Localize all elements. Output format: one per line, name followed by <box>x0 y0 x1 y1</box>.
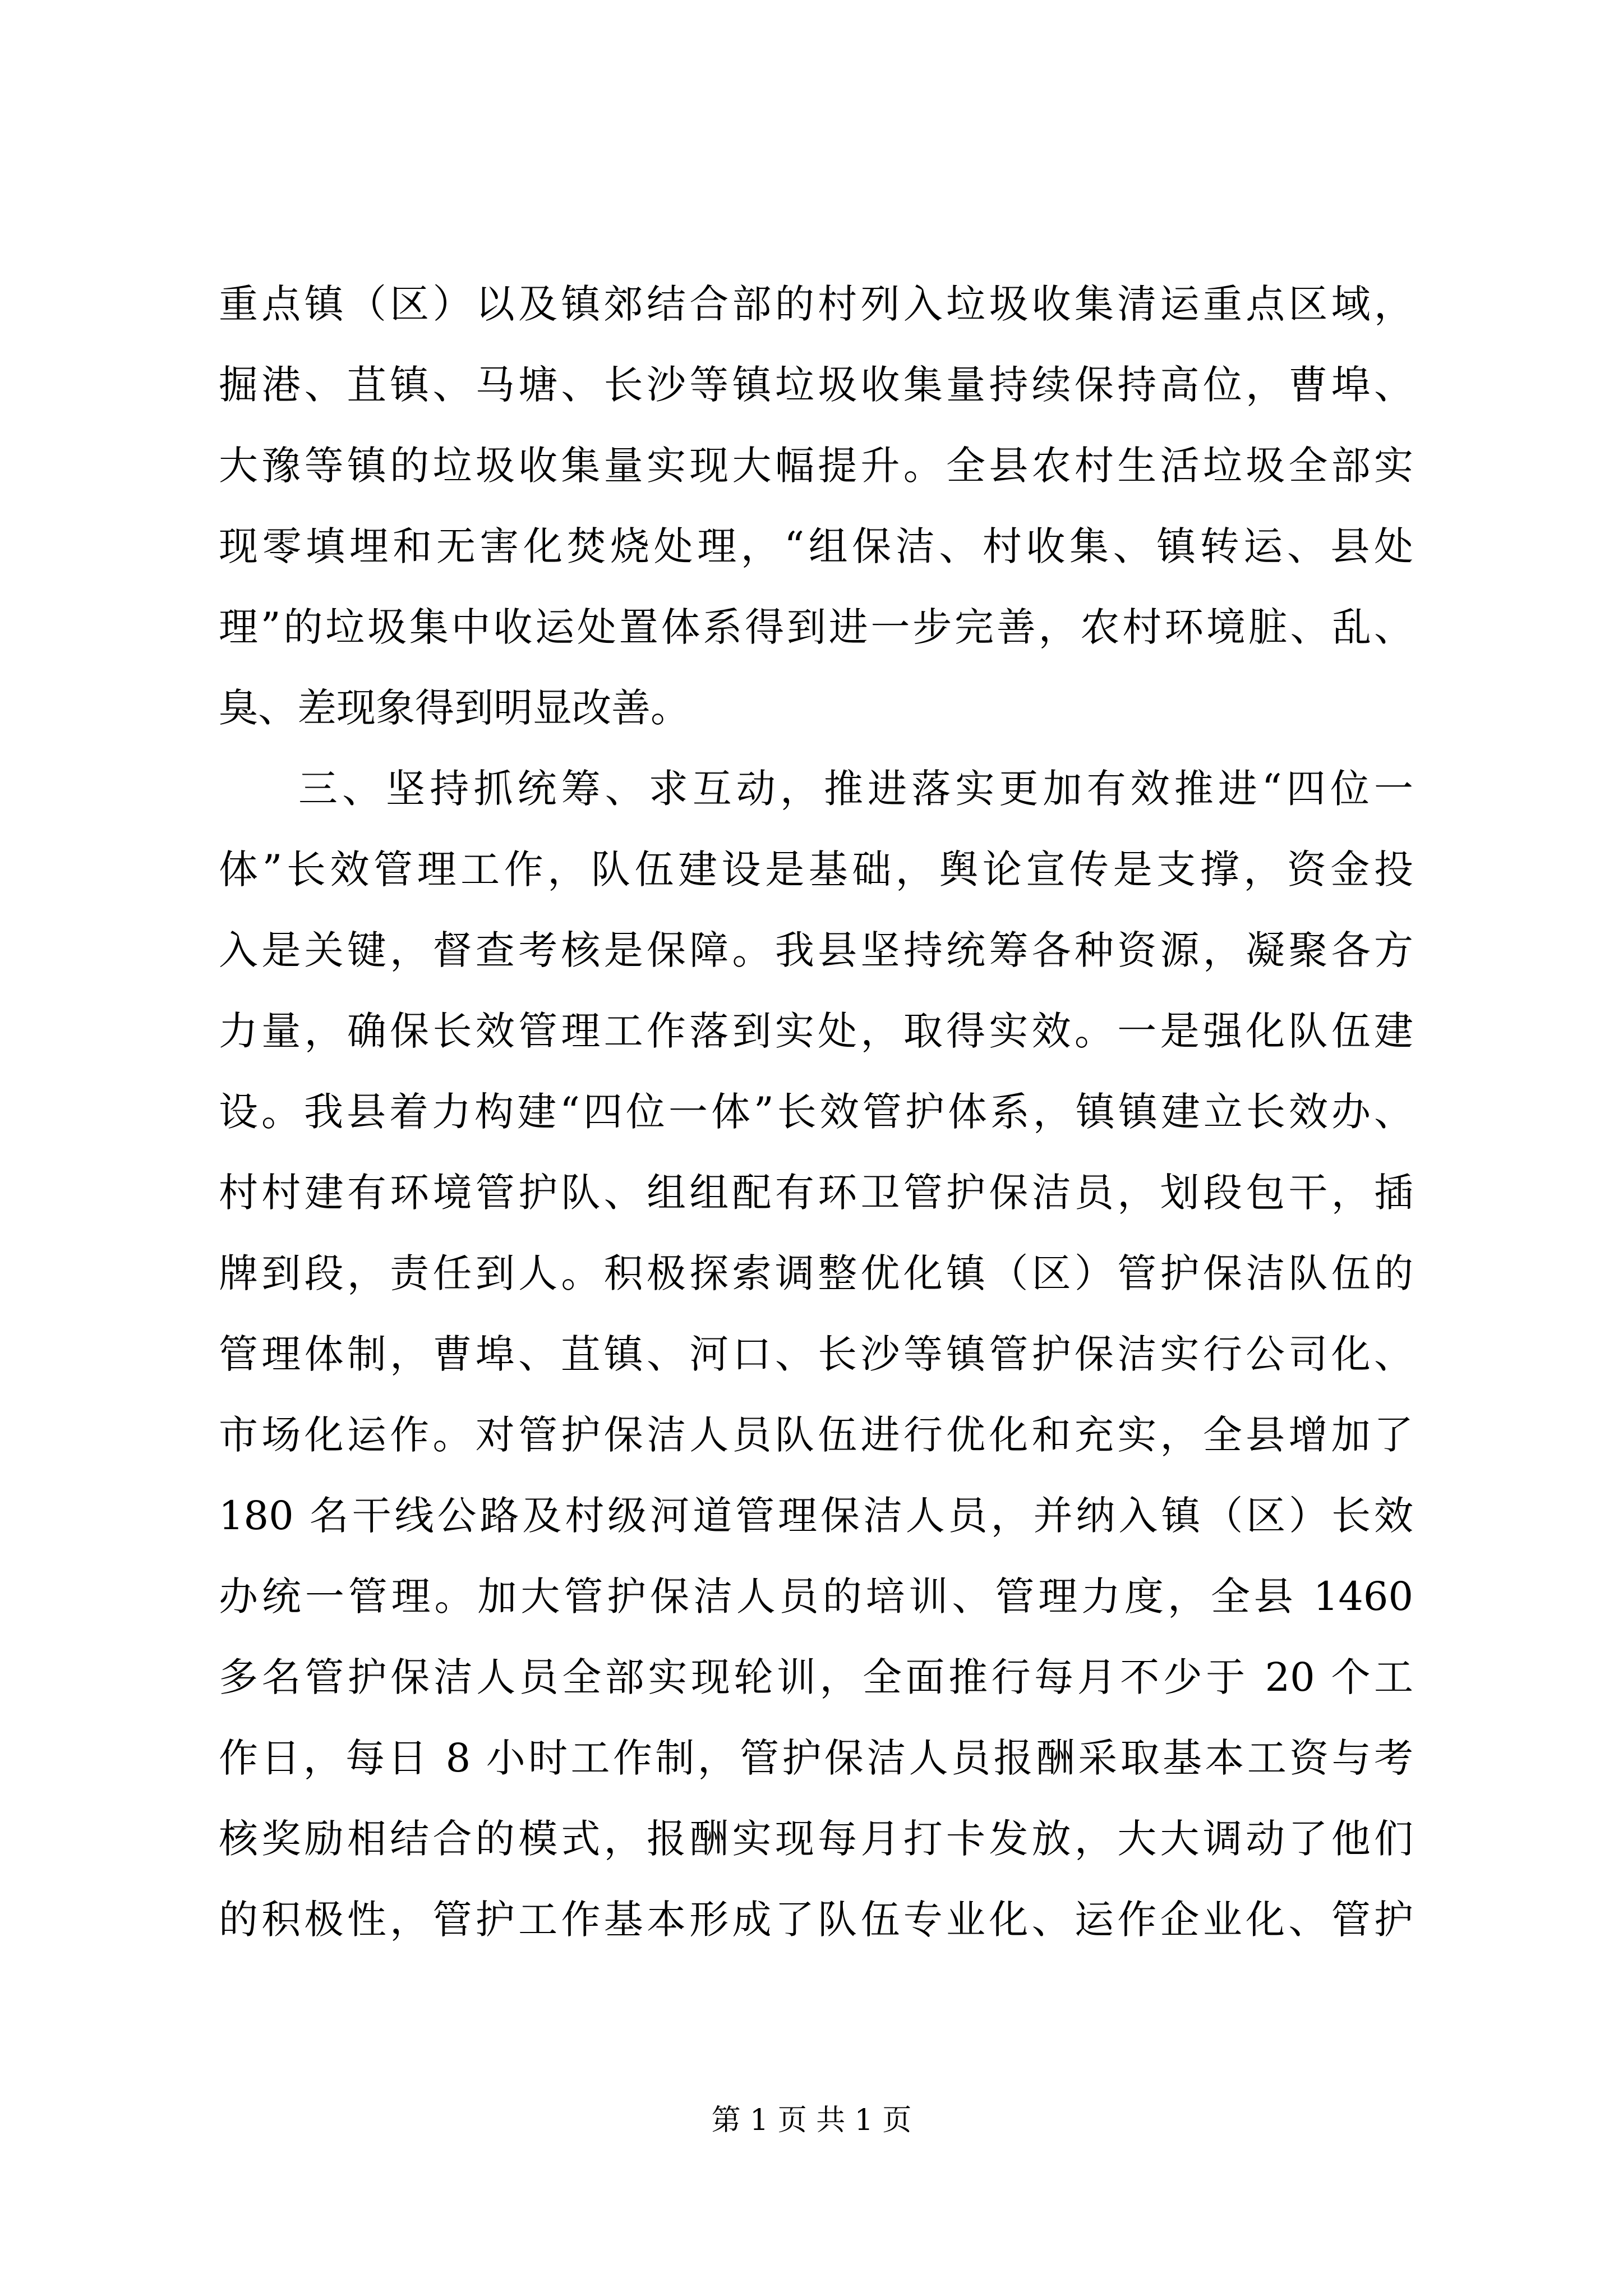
text-line: 理”的垃圾集中收运处置体系得到进一步完善，农村环境脏、乱、 <box>219 604 1413 650</box>
text-line: 重点镇（区）以及镇郊结合部的村列入垃圾收集清运重点区域， <box>219 281 1413 327</box>
text-line: 村村建有环境管护队、组组配有环卫管护保洁员，划段包干，插 <box>219 1170 1413 1216</box>
text-line: 180 名干线公路及村级河道管理保洁人员，并纳入镇（区）长效 <box>219 1493 1413 1539</box>
text-line: 力量，确保长效管理工作落到实处，取得实效。一是强化队伍建 <box>219 1008 1413 1054</box>
text-line: 多名管护保洁人员全部实现轮训，全面推行每月不少于 20 个工 <box>219 1654 1413 1700</box>
text-line: 市场化运作。对管护保洁人员队伍进行优化和充实，全县增加了 <box>219 1412 1413 1458</box>
text-line: 核奖励相结合的模式，报酬实现每月打卡发放，大大调动了他们 <box>219 1816 1413 1862</box>
text-line: 体”长效管理工作，队伍建设是基础，舆论宣传是支撑，资金投 <box>219 846 1413 892</box>
text-line: 掘港、苴镇、马塘、长沙等镇垃圾收集量持续保持高位，曹埠、 <box>219 362 1413 408</box>
page-footer <box>0 2101 1623 2140</box>
text-line: 牌到段，责任到人。积极探索调整优化镇（区）管护保洁队伍的 <box>219 1250 1413 1296</box>
text-line: 作日，每日 8 小时工作制，管护保洁人员报酬采取基本工资与考 <box>219 1735 1413 1781</box>
page-number-label: 第 1 页 共 1 页 <box>711 2104 912 2137</box>
text-line: 设。我县着力构建“四位一体”长效管护体系，镇镇建立长效办、 <box>219 1089 1413 1135</box>
text-line: 大豫等镇的垃圾收集量实现大幅提升。全县农村生活垃圾全部实 <box>219 443 1413 489</box>
text-line: 办统一管理。加大管护保洁人员的培训、管理力度，全县 1460 <box>219 1573 1413 1619</box>
body-text <box>219 264 1413 1960</box>
text-line: 现零填埋和无害化焚烧处理，“组保洁、村收集、镇转运、县处 <box>219 523 1413 569</box>
section-heading-line: 三、坚持抓统筹、求互动，推进落实更加有效推进“四位一 <box>298 766 1413 812</box>
text-line: 管理体制，曹埠、苴镇、河口、长沙等镇管护保洁实行公司化、 <box>219 1331 1413 1377</box>
text-line: 入是关键，督查考核是保障。我县坚持统筹各种资源，凝聚各方 <box>219 927 1413 973</box>
text-line: 臭、差现象得到明显改善。 <box>219 685 690 731</box>
text-line: 的积极性，管护工作基本形成了队伍专业化、运作企业化、管护 <box>219 1897 1413 1943</box>
